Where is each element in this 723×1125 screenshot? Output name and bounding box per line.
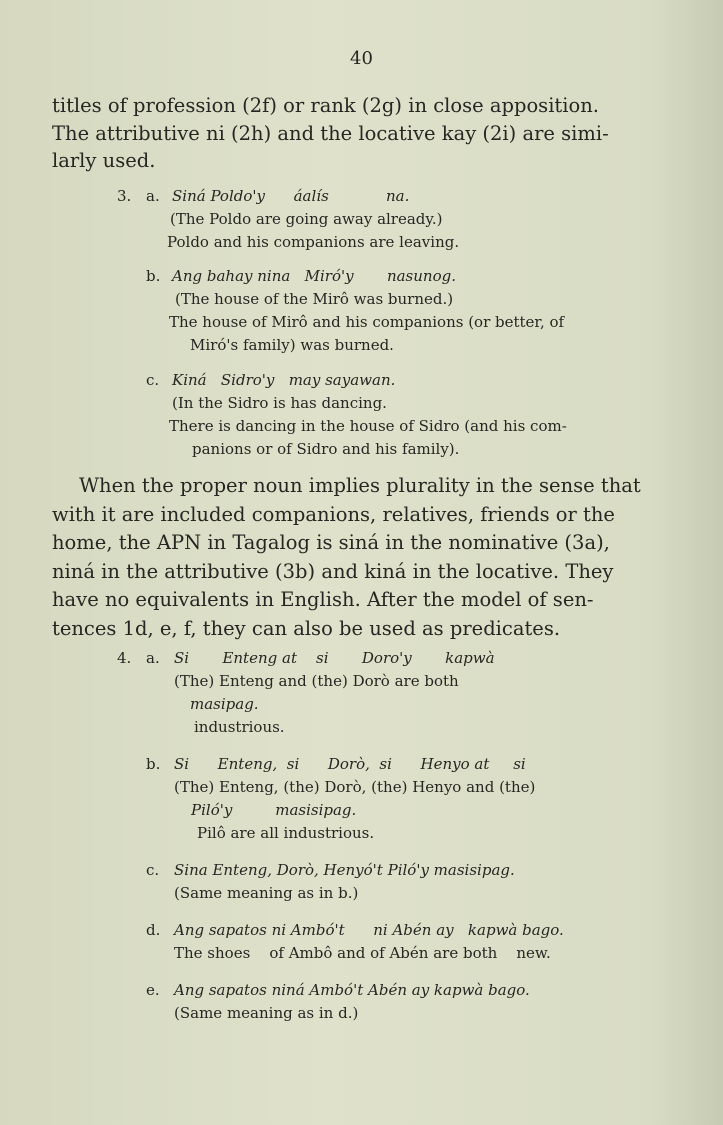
tagalog-sentence: Siná Poldo'y áalís na. xyxy=(172,187,410,205)
paragraph-line: niná in the attributive (3b) and kiná in the locative. They xyxy=(52,559,614,583)
paragraph-line: have no equivalents in English. After the model of sen- xyxy=(52,588,594,611)
literal-gloss: (In the Sidro is has dancing. xyxy=(172,394,387,412)
page-number: 40 xyxy=(350,48,373,69)
example-number: 3. xyxy=(117,187,132,205)
literal-gloss: (The house of the Mirô was burned.) xyxy=(175,290,454,308)
example-letter: c. xyxy=(146,861,160,879)
example-letter: e. xyxy=(146,981,160,999)
translation: Poldo and his companions are leaving. xyxy=(167,233,460,251)
translation: There is dancing in the house of Sidro (and his com- xyxy=(169,417,567,435)
paragraph-line: with it are included companions, relatives, friends or the xyxy=(52,502,615,526)
tagalog-sentence: Kiná Sidro'y may sayawan. xyxy=(172,371,396,389)
paragraph-line: The attributive ni (2h) and the locative kay (2i) are simi- xyxy=(52,121,609,145)
tagalog-continuation: Piló'y masisipag. xyxy=(191,801,357,819)
paragraph-line: larly used. xyxy=(52,149,156,172)
paragraph-line: home, the APN in Tagalog is siná in the nominative (3a), xyxy=(52,531,610,554)
example-letter: c. xyxy=(146,371,160,389)
paragraph-line: tences 1d, e, f, they can also be used as predicates. xyxy=(52,616,561,640)
translation: Miró's family) was burned. xyxy=(190,336,394,354)
tagalog-continuation: masipag. xyxy=(190,695,259,713)
example-letter: a. xyxy=(146,187,160,205)
tagalog-sentence: Si Enteng, si Dorò, si Henyo at si xyxy=(174,755,526,773)
tagalog-sentence: Ang sapatos ni Ambó't ni Abén ay kapwà bago. xyxy=(174,921,564,939)
gloss: (The) Enteng and (the) Dorò are both xyxy=(174,672,459,690)
tagalog-sentence: Ang sapatos niná Ambó't Abén ay kapwà bago. xyxy=(174,981,530,999)
literal-gloss: (The Poldo are going away already.) xyxy=(170,210,443,228)
example-letter: d. xyxy=(146,921,161,939)
tagalog-sentence: Sina Enteng, Dorò, Henyó't Piló'y masisipag. xyxy=(174,861,515,879)
intro-paragraph xyxy=(52,92,697,175)
example-letter: b. xyxy=(146,267,161,285)
gloss: (Same meaning as in d.) xyxy=(174,1004,359,1022)
example-number: 4. xyxy=(117,649,132,667)
paragraph-line: When the proper noun implies plurality in the sense that xyxy=(79,474,641,497)
gloss-continuation: Pilô are all industrious. xyxy=(197,824,375,842)
example-letter: b. xyxy=(146,755,161,773)
example-3 xyxy=(117,185,707,461)
gloss: (The) Enteng, (the) Dorò, (the) Henyo and (the) xyxy=(174,778,536,796)
paragraph-line: titles of profession (2f) or rank (2g) in close apposition. xyxy=(52,94,599,117)
gloss: (Same meaning as in b.) xyxy=(174,884,359,902)
gloss-continuation: industrious. xyxy=(194,718,285,736)
example-letter: a. xyxy=(146,649,160,667)
tagalog-sentence: Si Enteng at si Doro'y kapwà xyxy=(174,649,495,667)
gloss: The shoes of Ambô and of Abén are both new. xyxy=(174,944,551,962)
translation: The house of Mirô and his companions (or better, of xyxy=(169,313,565,331)
translation: panions or of Sidro and his family). xyxy=(192,440,460,458)
main-paragraph xyxy=(52,472,697,643)
example-4 xyxy=(117,647,707,1025)
tagalog-sentence: Ang bahay nina Miró'y nasunog. xyxy=(172,267,456,285)
